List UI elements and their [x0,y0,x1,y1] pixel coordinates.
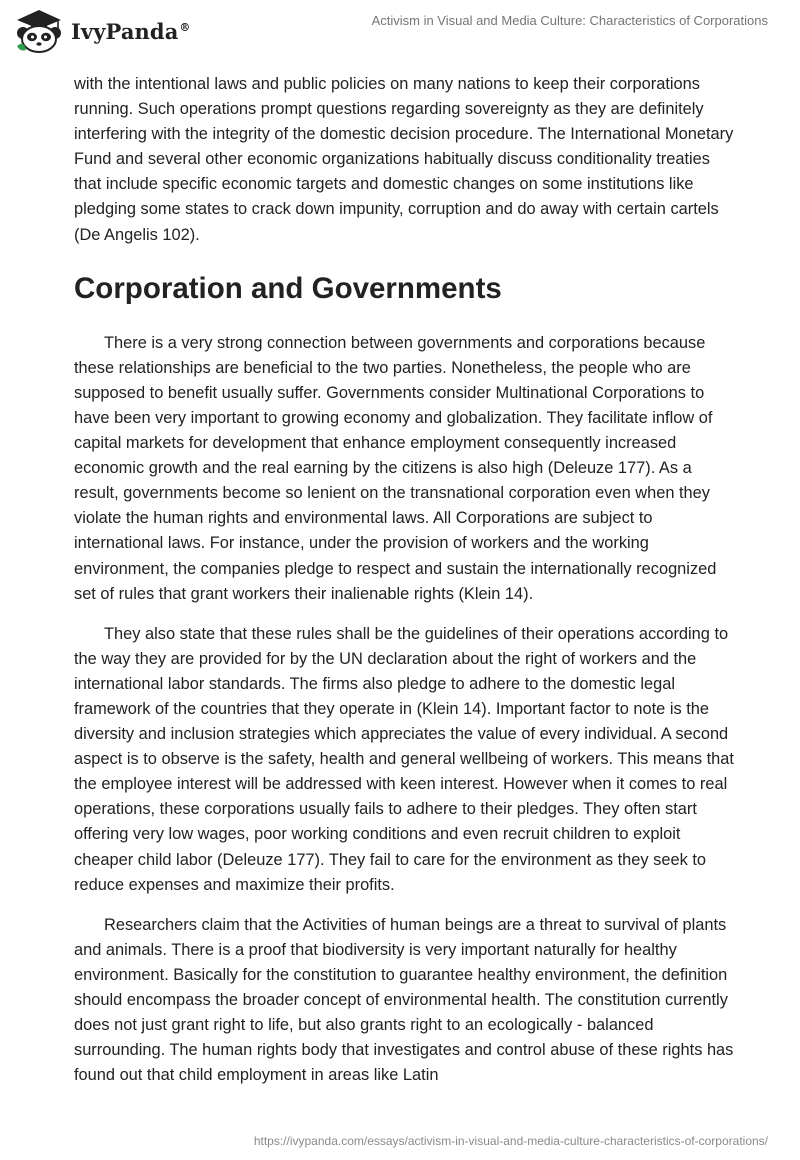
paragraph: They also state that these rules shall be the guidelines of their operations according to the way they are provided for by the UN declaration about the right of workers and the international labor standards. The firms also pledge to adhere to the domestic legal framework of the countries that they operate in (Klein 14). Important factor to note is the diversity and inclusion strategies which appreciates the value of every individual. A second aspect is to observe is the safety, health and general wellbeing of workers. This means that the employee interest will be addressed with keen interest. However when it comes to real operations, these corporations usually fails to adhere to their pledges. They often start offering very low wages, poor working conditions and even recruit children to exploit cheaper child labor (Deleuze 177). They fail to care for the environment as they seek to reduce expenses and maximize their profits. [74,624,734,894]
panda-graduation-cap-icon [14,8,64,54]
registered-mark: ® [179,20,191,34]
paragraph: Researchers claim that the Activities of human beings are a threat to survival of plants and animals. There is a proof that biodiversity is very important naturally for healthy environment. Basically for the constitution to guarantee healthy environment, the definition should encompass the broader concept of environmental health. The constitution currently does not just grant right to life, but also grants right to an ecologically - balanced surrounding. The human rights body that investigates and control abuse of these rights has found out that child employment in areas like Latin [74,915,734,1085]
document-title: Activism in Visual and Media Culture: Characteristics of Corporations [371,13,768,28]
intro-paragraph: with the intentional laws and public policies on many nations to keep their corporations running. Such operations prompt questions regarding sovereignty as they are definitely interfering with the integrity of the domestic decision procedure. The International Monetary Fund and several other economic organizations habitually discuss conditionality treaties that include specific economic targets and domestic changes on some institutions like pledging some states to crack down impunity, corruption and do away with certain cartels (De Angelis 102). [74,75,734,244]
page-header [0,0,800,64]
section-heading: Corporation and Governments [74,271,502,305]
paragraph: There is a very strong connection between governments and corporations because these relationships are beneficial to the two parties. Nonetheless, the people who are supposed to benefit usually suffer. Governments consider Multinational Corporations to have been very important to growing economy and globalization. They facilitate inflow of capital markets for development that enhance employment consequently increased economic growth and the real earning by the citizens is also high (Deleuze 177). As a result, governments become so lenient on the transnational corporation even when they violate the human rights and environmental laws. All Corporations are subject to international laws. For instance, under the provision of workers and the working environment, the companies pledge to respect and sustain the internationally recognized set of rules that grant workers their inalienable rights (Klein 14). [74,333,717,603]
logo-wordmark: IvyPanda [71,18,179,44]
logo-text [71,19,191,44]
source-url[interactable]: https://ivypanda.com/essays/activism-in-visual-and-media-culture-characteristics-of-corporations/ [253,1134,768,1148]
article-body [74,72,734,1103]
logo[interactable] [14,8,191,54]
